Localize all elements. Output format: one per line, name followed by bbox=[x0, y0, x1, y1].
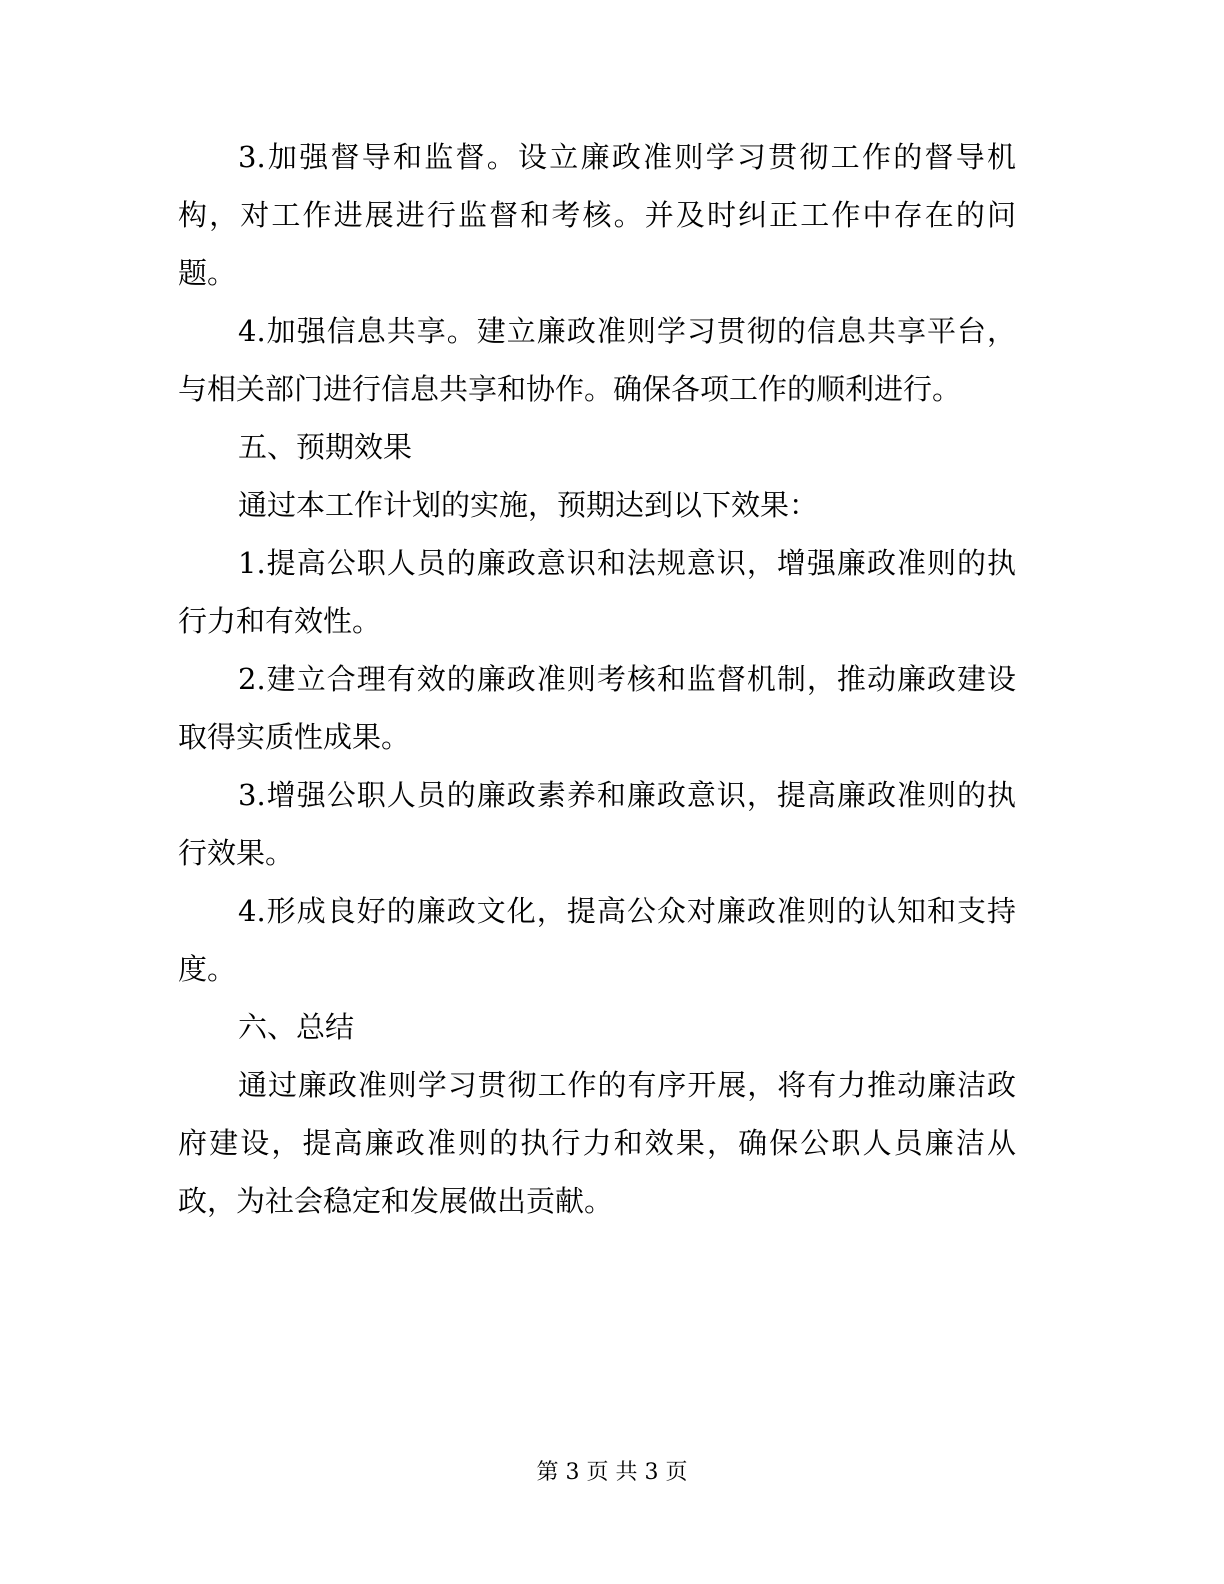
paragraph-expected-intro: 通过本工作计划的实施，预期达到以下效果： bbox=[238, 488, 819, 522]
page-footer: 第 3 页 共 3 页 bbox=[536, 1460, 688, 1485]
paragraph-expected-1: 1.提高公职人员的廉政意识和法规意识，增强廉政准则的执行力和有效性。 bbox=[178, 546, 1016, 638]
paragraph-info-sharing: 4.加强信息共享。建立廉政准则学习贯彻的信息共享平台，与相关部门进行信息共享和协作。确保各项工作的顺利进行。 bbox=[178, 314, 1016, 406]
paragraph-expected-4: 4.形成良好的廉政文化，提高公众对廉政准则的认知和支持度。 bbox=[178, 894, 1016, 986]
section-heading-summary: 六、总结 bbox=[238, 1010, 355, 1044]
paragraph-expected-3: 3.增强公职人员的廉政素养和廉政意识，提高廉政准则的执行效果。 bbox=[178, 778, 1016, 870]
paragraph-supervision: 3.加强督导和监督。设立廉政准则学习贯彻工作的督导机构，对工作进展进行监督和考核。并及时纠正工作中存在的问题。 bbox=[178, 140, 1016, 290]
document-body bbox=[178, 128, 1016, 1230]
paragraph-summary: 通过廉政准则学习贯彻工作的有序开展，将有力推动廉洁政府建设，提高廉政准则的执行力和效果，确保公职人员廉洁从政，为社会稳定和发展做出贡献。 bbox=[178, 1068, 1016, 1218]
section-heading-expected-results: 五、预期效果 bbox=[238, 430, 413, 464]
paragraph-expected-2: 2.建立合理有效的廉政准则考核和监督机制，推动廉政建设取得实质性成果。 bbox=[178, 662, 1016, 754]
